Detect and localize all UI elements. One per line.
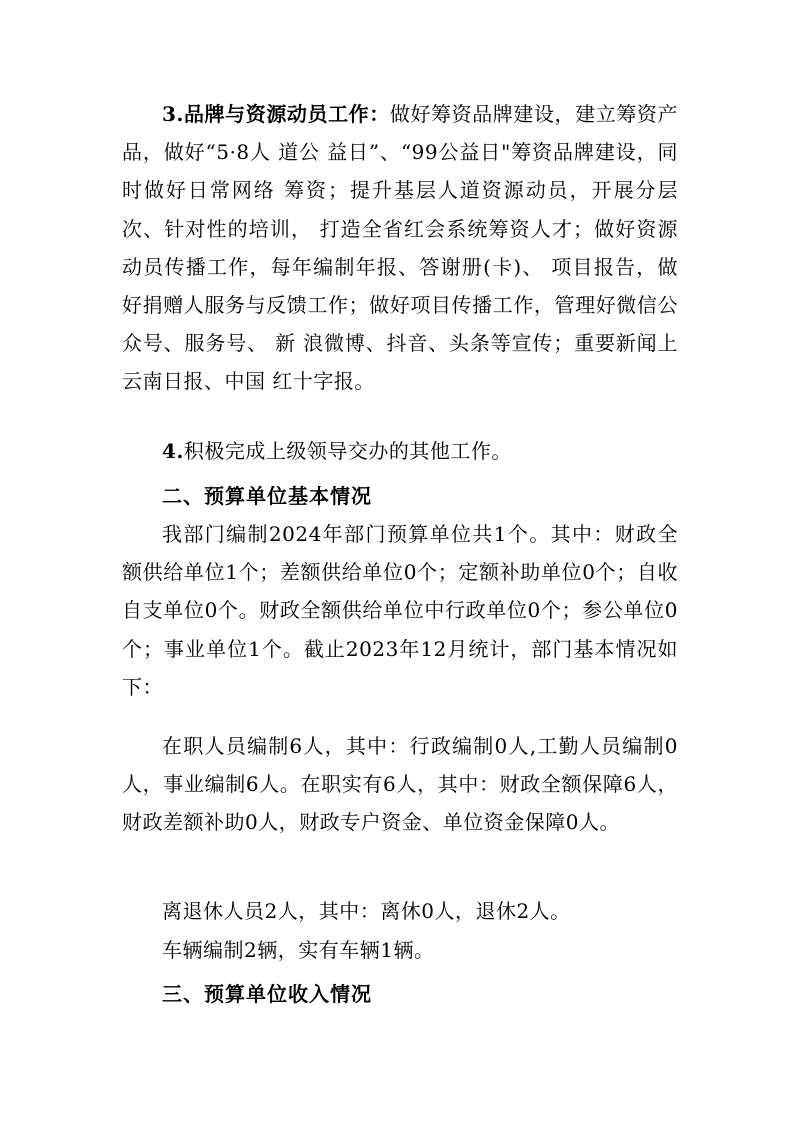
item-3-body: 做好筹资品牌建设，建立筹资产品，做好“5·8人 道公 益日”、“99公益日"筹资品牌建设，同时做好日常网络 筹资；提升基层人道资源动员，开展分层次、针对性的培训， 打造全省红会系统筹资人才；做好资源动员传播工作，每年编制年报、答谢册(卡)、 项目报告，做好捐赠人服务与反馈工作；做好项目传播工作，管理好微信公众号、服务号、 新 浪微博、抖音、头条等宣传；重要新闻上云南日报、中国 红十字报。 [122, 102, 679, 394]
paragraph-other-work [122, 432, 678, 470]
paragraph-brand-resource-mobilization [122, 95, 678, 401]
paragraph-retired: 离退休人员2人，其中：离休0人，退休2人。 [162, 899, 571, 923]
paragraph-staff: 在职人员编制6人，其中：行政编制0人,工勤人员编制0人，事业编制6人。在职实有6人，其中：财政全额保障6人，财政差额补助0人，财政专户资金、单位资金保障0人。 [122, 734, 678, 835]
item-4-lead: 4. [162, 439, 184, 463]
paragraph-vehicles: 车辆编制2辆，实有车辆1辆。 [162, 938, 435, 962]
paragraph-budget-units: 我部门编制2024年部门预算单位共1个。其中：财政全额供给单位1个；差额供给单位0个；定额补助单位0个；自收自支单位0个。财政全额供给单位中行政单位0个；参公单位0个；事业单位1个。截止2023年12月统计，部门基本情况如下： [122, 522, 678, 699]
heading-budget-income: 三、预算单位收入情况 [162, 982, 372, 1006]
heading-budget-units-basic: 二、预算单位基本情况 [162, 484, 372, 508]
item-4-body: 积极完成上级领导交办的其他工作。 [183, 439, 512, 463]
item-3-lead: 3.品牌与资源动员工作： [162, 102, 390, 126]
